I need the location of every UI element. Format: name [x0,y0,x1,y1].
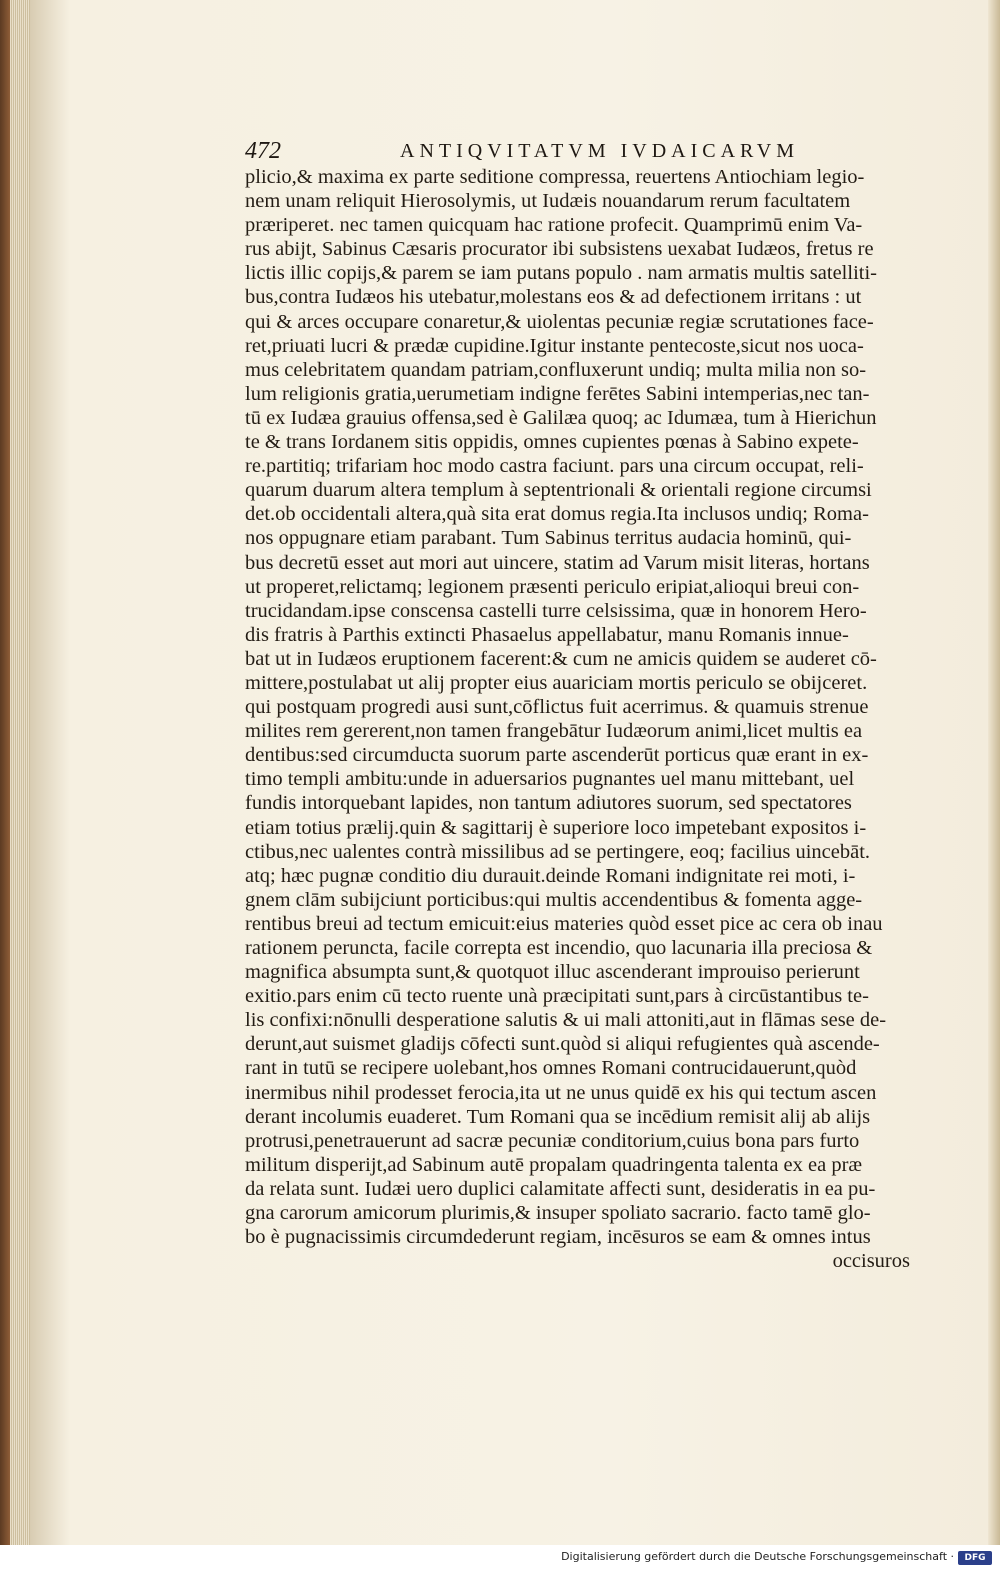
text-line: militum disperijt,ad Sabinum autē propalam quadringenta talenta ex ea præ [245,1153,863,1176]
page-gutter [988,0,1000,1545]
text-line: atq; hæc pugnæ conditio diu durauit.deinde Romani indignitate rei moti, i- [245,864,856,887]
page-header [245,138,905,168]
text-line: re.partitiq; trifariam hoc modo castra faciunt. pars una circum occupat, reli- [245,455,864,478]
text-line: fundis intorquebant lapides, non tantum adiutores suorum, sed spectatores [245,792,852,815]
text-line: ctibus,nec ualentes contrà missilibus ad se pertingere, eoq; facilius uincebāt. [245,840,871,863]
text-line: ret,priuati lucri & prædæ cupidine.Igitur instante pentecoste,sicut nos uoca- [245,334,864,357]
page-stack-edge [10,0,32,1545]
text-line: exitio.pars enim cū tecto ruente unà præcipitati sunt,pars à circūstantibus te- [245,985,869,1008]
text-line: nem unam reliquit Hierosolymis, ut Iudæis nouandarum rerum facultatem [245,190,851,213]
text-line: tū ex Iudæa grauius offensa,sed è Galilæa quoq; ac Idumæa, tum à Hierichun [245,406,877,429]
text-line: nos oppugnare etiam parabant. Tum Sabinus territus audacia hominū, qui- [245,527,852,550]
text-line: quarum duarum altera templum à septentrionali & orientali regione circumsi [245,479,872,502]
running-head: ANTIQVITATVM IVDAICARVM [400,140,799,162]
text-line: lictis illic copijs,& parem se iam putans populo . nam armatis multis satelliti- [245,262,877,285]
text-line: præriperet. nec tamen quicquam hac ratione profecit. Quamprimū enim Va- [245,214,863,237]
text-line: dis fratris à Parthis extincti Phasaelus appellabatur, manu Romanis innue- [245,623,849,646]
text-line: qui & arces occupare conaretur,& uiolentas pecuniæ regiæ scrutationes face- [245,310,874,333]
text-line: mus celebritatem quandam patriam,confluxerunt undiq; multa milia non so- [245,358,867,381]
text-line: rus abijt, Sabinus Cæsaris procurator ibi subsistens uexabat Iudæos, fretus re [245,238,874,261]
text-line: plicio,& maxima ex parte seditione compressa, reuertens Antiochiam legio- [245,166,865,188]
text-line: rationem peruncta, facile correpta est incendio, quo lacunaria illa preciosa & [245,937,873,959]
text-line: milites rem gererent,non tamen frangebātur Iudæorum animi,licet multis ea [245,720,863,743]
text-line: protrusi,penetrauerunt ad sacræ pecuniæ conditorium,cuius bona pars furto [245,1129,860,1152]
text-line: bus decretū esset aut mori aut uincere, statim ad Varum misit literas, hortans [245,551,870,574]
text-line: gna carorum amicorum plurimis,& insuper spoliato sacrario. facto tamē glo- [245,1202,871,1225]
dfg-logo: DFG [958,1551,992,1565]
text-line: te & trans Iordanem sitis oppidis, omnes cupientes pœnas à Sabino expete- [245,431,859,454]
digitization-credit: Digitalisierung gefördert durch die Deutsche Forschungsgemeinschaft · [561,1550,954,1563]
text-line: bat ut in Iudæos eruptionem facerent:& cum ne amicis quidem se auderet cō- [245,647,877,670]
text-line: magnifica absumpta sunt,& quotquot illuc ascenderant improuiso perierunt [245,961,860,984]
text-line: bo è pugnacissimis circumdederunt regiam, incēsuros se eam & omnes intus [245,1226,871,1249]
text-line: dentibus:sed circumducta suorum parte ascenderūt porticus quæ erant in ex- [245,744,869,767]
text-line: etiam totius prælij.quin & sagittarij è superiore loco impetebant expositos i- [245,816,867,839]
catchword: occisuros [832,1250,910,1273]
text-line: qui postquam progredi ausi sunt,cōflictus fuit acerrimus. & quamuis strenue [245,696,869,719]
text-line: inermibus nihil prodesset ferocia,ita ut ne unus quidē ex his qui tectum ascen [245,1081,877,1104]
text-line: timo templi ambitu:unde in aduersarios pugnantes uel manu mittebant, uel [245,768,855,791]
text-line: gnem clām subijciunt porticibus:qui multis accendentibus & fomenta agge- [245,888,863,911]
text-line: mittere,postulabat ut alij propter eius auariciam mortis periculo se obijceret. [245,671,868,694]
text-line: bus,contra Iudæos his utebatur,molestans eos & ad defectionem irritans : ut [245,286,862,309]
text-line: lum religionis gratia,uerumetiam indigne ferētes Sabini intemperias,nec tan- [245,382,870,405]
text-line: det.ob occidentali altera,quà sita erat domus regia.Ita inclusos undiq; Roma- [245,503,869,526]
text-line: lis confixi:nōnulli desperatione salutis & ui mali attoniti,aut in flāmas sese de- [245,1009,887,1032]
text-line: derunt,aut suismet gladijs cōfecti sunt.quòd si aliqui refugientes quà ascende- [245,1033,880,1056]
text-line: derant incolumis euaderet. Tum Romani qua se incēdium remisit alij ab alijs [245,1105,871,1128]
text-line: rant in tutū se recipere uolebant,hos omnes Romani contrucidauerunt,quòd [245,1057,857,1080]
text-line: ut properet,relictamq; legionem præsenti periculo eripiat,alioqui breui con- [245,575,860,598]
text-line: da relata sunt. Iudæi uero duplici calamitate affecti sunt, desideratis in ea pu- [245,1177,876,1200]
page-number: 472 [245,138,281,164]
text-line: rentibus breui ad tectum emicuit:eius materies quòd esset pice ac cera ob inau [245,912,883,935]
text-line: trucidandam.ipse conscensa castelli turre celsissima, quæ in honorem Hero- [245,599,867,622]
body-text [245,165,910,1273]
